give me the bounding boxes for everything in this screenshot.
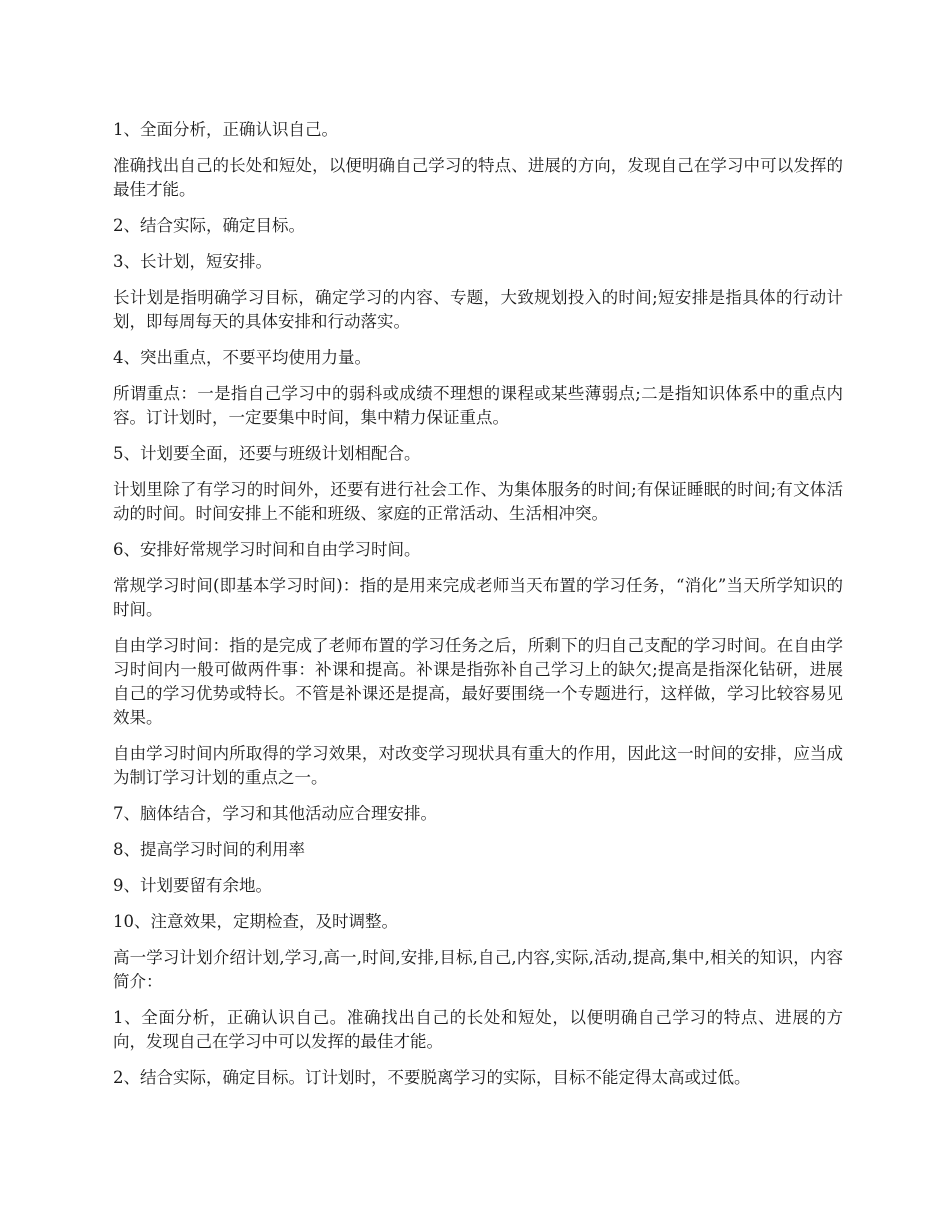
heading-comprehensive: 5、计划要全面，还要与班级计划相配合。	[113, 444, 421, 463]
paragraph-free-time: 自由学习时间：指的是完成了老师布置的学习任务之后，所剩下的归自己支配的学习时间。在自由学习时间内一般可做两件事：补课和提高。补课是指弥补自己学习上的缺欠;提高是指深化钻研，进展自己的学习优势或特长。不管是补课还是提高，最好要围绕一个专题进行，这样做，学习比较容易见效果。	[113, 636, 843, 727]
heading-balance: 7、脑体结合，学习和其他活动应合理安排。	[113, 804, 437, 823]
heading-review: 10、注意效果，定期检查，及时调整。	[113, 912, 398, 931]
document-body	[113, 118, 843, 1102]
paragraph-summary-intro: 高一学习计划介绍计划,学习,高一,时间,安排,目标,自己,内容,实际,活动,提高,集中,相关的知识，内容简介：	[113, 948, 843, 991]
paragraph-focus: 所谓重点：一是指自己学习中的弱科或成绩不理想的课程或某些薄弱点;二是指知识体系中的重点内容。订计划时，一定要集中时间，集中精力保证重点。	[113, 384, 843, 427]
paragraph-free-time-effect: 自由学习时间内所取得的学习效果，对改变学习现状具有重大的作用，因此这一时间的安排，应当成为制订学习计划的重点之一。	[113, 744, 843, 787]
paragraph-summary-analysis: 1、全面分析，正确认识自己。准确找出自己的长处和短处，以便明确自己学习的特点、进展的方向，发现自己在学习中可以发挥的最佳才能。	[113, 1008, 843, 1051]
heading-study-time: 6、安排好常规学习时间和自由学习时间。	[113, 540, 421, 559]
heading-focus: 4、突出重点，不要平均使用力量。	[113, 348, 371, 367]
heading-analysis: 1、全面分析，正确认识自己。	[113, 120, 338, 139]
paragraph-long-short-plan: 长计划是指明确学习目标，确定学习的内容、专题，大致规划投入的时间;短安排是指具体的行动计划，即每周每天的具体安排和行动落实。	[113, 288, 843, 331]
paragraph-strengths: 准确找出自己的长处和短处，以便明确自己学习的特点、进展的方向，发现自己在学习中可以发挥的最佳才能。	[113, 156, 843, 199]
heading-goals: 2、结合实际，确定目标。	[113, 216, 305, 235]
heading-margin: 9、计划要留有余地。	[113, 876, 272, 895]
heading-long-short-plan: 3、长计划，短安排。	[113, 252, 272, 271]
paragraph-summary-goals: 2、结合实际，确定目标。订计划时，不要脱离学习的实际，目标不能定得太高或过低。	[113, 1068, 751, 1087]
paragraph-comprehensive: 计划里除了有学习的时间外，还要有进行社会工作、为集体服务的时间;有保证睡眠的时间;有文体活动的时间。时间安排上不能和班级、家庭的正常活动、生活相冲突。	[113, 480, 843, 523]
paragraph-regular-time: 常规学习时间(即基本学习时间)：指的是用来完成老师当天布置的学习任务，“消化”当天所学知识的时间。	[113, 576, 843, 619]
heading-efficiency: 8、提高学习时间的利用率	[113, 840, 305, 859]
